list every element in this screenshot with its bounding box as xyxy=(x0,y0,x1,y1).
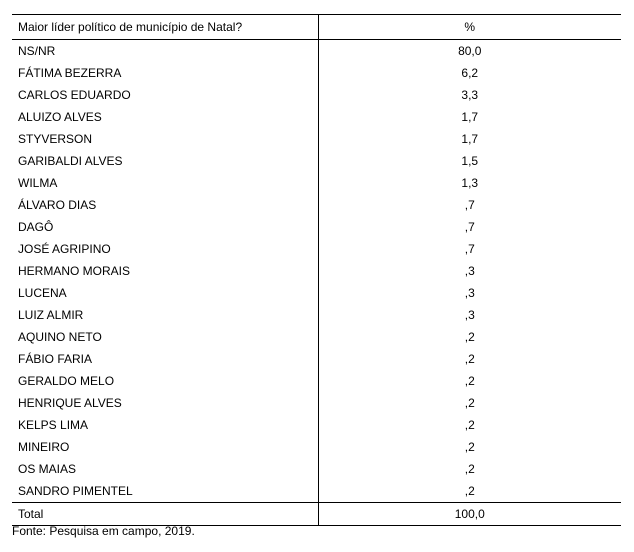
row-label: MINEIRO xyxy=(18,440,70,454)
row-value: 1,3 xyxy=(318,172,621,194)
row-label: AQUINO NETO xyxy=(18,330,102,344)
table-row xyxy=(12,436,621,458)
row-label: DAGÔ xyxy=(18,220,54,234)
row-value: ,2 xyxy=(318,480,621,503)
table-row xyxy=(12,348,621,370)
table-row xyxy=(12,414,621,436)
total-label: Total xyxy=(12,503,318,526)
table-row xyxy=(12,326,621,348)
table-row xyxy=(12,238,621,260)
table-header-row xyxy=(12,15,621,40)
row-label: WILMA xyxy=(18,176,58,190)
row-value: 3,3 xyxy=(318,84,621,106)
table-row xyxy=(12,84,621,106)
table-row xyxy=(12,370,621,392)
row-value: 1,5 xyxy=(318,150,621,172)
table-row xyxy=(12,304,621,326)
row-label: HERMANO MORAIS xyxy=(18,264,131,278)
row-value: ,3 xyxy=(318,282,621,304)
row-label: NS/NR xyxy=(18,44,56,58)
table-row xyxy=(12,106,621,128)
table-row xyxy=(12,458,621,480)
row-value: ,7 xyxy=(318,238,621,260)
row-label: KELPS LIMA xyxy=(18,418,89,432)
row-value: ,2 xyxy=(318,370,621,392)
row-label: GARIBALDI ALVES xyxy=(18,154,123,168)
table-row xyxy=(12,282,621,304)
row-label: FÁTIMA BEZERRA xyxy=(18,66,122,80)
source-footnote: Fonte: Pesquisa em campo, 2019. xyxy=(12,524,195,538)
row-label: CARLOS EDUARDO xyxy=(18,88,131,102)
row-label: ÁLVARO DIAS xyxy=(18,198,97,212)
row-label: JOSÉ AGRIPINO xyxy=(18,242,111,256)
table-row xyxy=(12,480,621,503)
question-header: Maior líder político de município de Natal? xyxy=(12,15,318,40)
row-value: ,3 xyxy=(318,304,621,326)
results-table-container xyxy=(12,14,621,526)
row-value: ,7 xyxy=(318,216,621,238)
row-label: HENRIQUE ALVES xyxy=(18,396,122,410)
total-row xyxy=(12,503,621,526)
row-value: ,2 xyxy=(318,458,621,480)
table-row xyxy=(12,392,621,414)
table-row xyxy=(12,62,621,84)
row-label: FÁBIO FARIA xyxy=(18,352,93,366)
percent-header: % xyxy=(318,15,621,40)
results-table xyxy=(12,14,621,526)
row-value: ,2 xyxy=(318,326,621,348)
row-value: 1,7 xyxy=(318,106,621,128)
row-value: 6,2 xyxy=(318,62,621,84)
table-row xyxy=(12,260,621,282)
table-row xyxy=(12,172,621,194)
table-body xyxy=(12,40,621,503)
row-value: 80,0 xyxy=(318,40,621,63)
table-row xyxy=(12,150,621,172)
row-label: STYVERSON xyxy=(18,132,93,146)
row-label: SANDRO PIMENTEL xyxy=(18,484,133,498)
row-value: 1,7 xyxy=(318,128,621,150)
row-value: ,7 xyxy=(318,194,621,216)
row-value: ,3 xyxy=(318,260,621,282)
row-label: ALUIZO ALVES xyxy=(18,110,102,124)
table-row xyxy=(12,40,621,63)
row-label: GERALDO MELO xyxy=(18,374,115,388)
row-value: ,2 xyxy=(318,392,621,414)
row-label: OS MAIAS xyxy=(18,462,77,476)
row-label: LUIZ ALMIR xyxy=(18,308,84,322)
table-row xyxy=(12,216,621,238)
total-value: 100,0 xyxy=(318,503,621,526)
row-label: LUCENA xyxy=(18,286,67,300)
row-value: ,2 xyxy=(318,348,621,370)
table-row xyxy=(12,194,621,216)
row-value: ,2 xyxy=(318,436,621,458)
row-value: ,2 xyxy=(318,414,621,436)
table-row xyxy=(12,128,621,150)
